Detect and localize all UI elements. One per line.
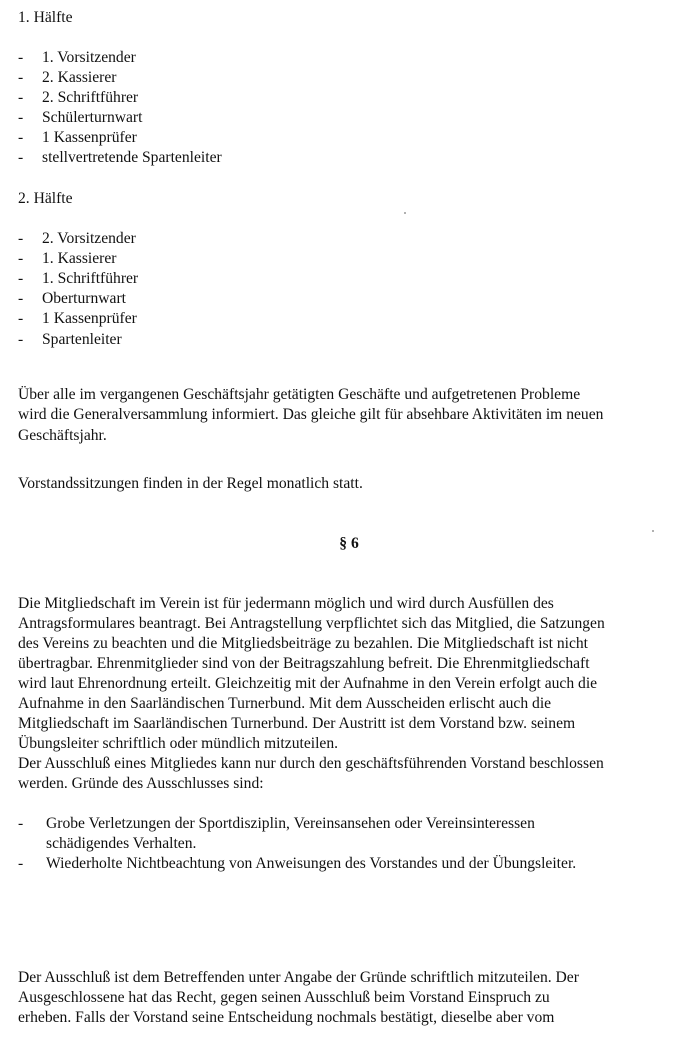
list-item-label: Schülerturnwart	[42, 109, 143, 126]
bullet-dash: -	[18, 109, 24, 126]
text-line: Der Ausschluß eines Mitgliedes kann nur durch den geschäftsführenden Vorstand beschlossen	[18, 755, 604, 772]
text-line: wird die Generalversammlung informiert. Das gleiche gilt für absehbare Aktivitäten im neuen	[18, 406, 604, 423]
text-line: Der Ausschluß ist dem Betreffenden unter Angabe der Gründe schriftlich mitzuteilen. Der	[18, 969, 579, 986]
text-line: Aufnahme in den Saarländischen Turnerbund. Mit dem Ausscheiden erlischt auch die	[18, 695, 552, 712]
list-item-label: 1. Schriftführer	[42, 270, 139, 287]
bullet-dash: -	[18, 69, 24, 86]
list-item-label: 2. Vorsitzender	[42, 230, 136, 247]
text-line: werden. Gründe des Ausschlusses sind:	[18, 775, 264, 792]
bullet-dash: -	[18, 149, 24, 166]
bullet-dash: -	[18, 230, 24, 247]
list-item-label: 1. Kassierer	[42, 250, 117, 267]
bullet-dash: -	[18, 129, 24, 146]
bullet-dash: -	[18, 815, 24, 832]
bullet-dash: -	[18, 250, 24, 267]
scan-speck	[652, 530, 654, 532]
list-item-label: schädigendes Verhalten.	[46, 835, 197, 852]
text-line: erheben. Falls der Vorstand seine Entscheidung nochmals bestätigt, dieselbe aber vom	[18, 1009, 555, 1026]
heading-first-half: 1. Hälfte	[18, 9, 73, 26]
bullet-dash: -	[18, 270, 24, 287]
list-item-label: 1. Vorsitzender	[42, 49, 136, 66]
list-item-label: 1 Kassenprüfer	[42, 129, 137, 146]
bullet-dash: -	[18, 290, 24, 307]
list-item-label: 1 Kassenprüfer	[42, 310, 137, 327]
paragraph-meetings: Vorstandssitzungen finden in der Regel monatlich statt.	[18, 475, 363, 492]
list-item-label: Oberturnwart	[42, 290, 126, 307]
text-line: Übungsleiter schriftlich oder mündlich mitzuteilen.	[18, 735, 339, 752]
text-line: Antragsformulares beantragt. Bei Antragstellung verpflichtet sich das Mitglied, die Satzungen	[18, 615, 605, 632]
text-line: Die Mitgliedschaft im Verein ist für jedermann möglich und wird durch Ausfüllen des	[18, 595, 554, 612]
bullet-dash: -	[18, 331, 24, 348]
text-line: Geschäftsjahr.	[18, 427, 107, 444]
list-item-label: Spartenleiter	[42, 331, 122, 348]
heading-second-half: 2. Hälfte	[18, 190, 73, 207]
text-line: Mitgliedschaft im Saarländischen Turnerbund. Der Austritt ist dem Vorstand bzw. seinem	[18, 715, 576, 732]
text-line: Über alle im vergangenen Geschäftsjahr getätigten Geschäfte und aufgetretenen Probleme	[18, 386, 581, 403]
text-line: Ausgeschlossene hat das Recht, gegen seinen Ausschluß beim Vorstand Einspruch zu	[18, 989, 550, 1006]
list-item-label: 2. Schriftführer	[42, 89, 139, 106]
text-line: des Vereins zu beachten und die Mitgliedsbeiträge zu bezahlen. Die Mitgliedschaft ist nicht	[18, 635, 589, 652]
section-heading: § 6	[339, 535, 359, 552]
list-item-label: Grobe Verletzungen der Sportdisziplin, Vereinsansehen oder Vereinsinteressen	[46, 815, 535, 832]
text-line: übertragbar. Ehrenmitglieder sind von der Beitragszahlung befreit. Die Ehrenmitgliedschaft	[18, 655, 590, 672]
bullet-dash: -	[18, 855, 24, 872]
list-item-label: 2. Kassierer	[42, 69, 117, 86]
bullet-dash: -	[18, 89, 24, 106]
bullet-dash: -	[18, 49, 24, 66]
list-item-label: Wiederholte Nichtbeachtung von Anweisungen des Vorstandes und der Übungsleiter.	[46, 855, 577, 872]
list-item-label: stellvertretende Spartenleiter	[42, 149, 222, 166]
bullet-dash: -	[18, 310, 24, 327]
scan-speck	[404, 212, 406, 214]
text-line: wird laut Ehrenordnung erteilt. Gleichzeitig mit der Aufnahme in den Verein erfolgt auch die	[18, 675, 598, 692]
